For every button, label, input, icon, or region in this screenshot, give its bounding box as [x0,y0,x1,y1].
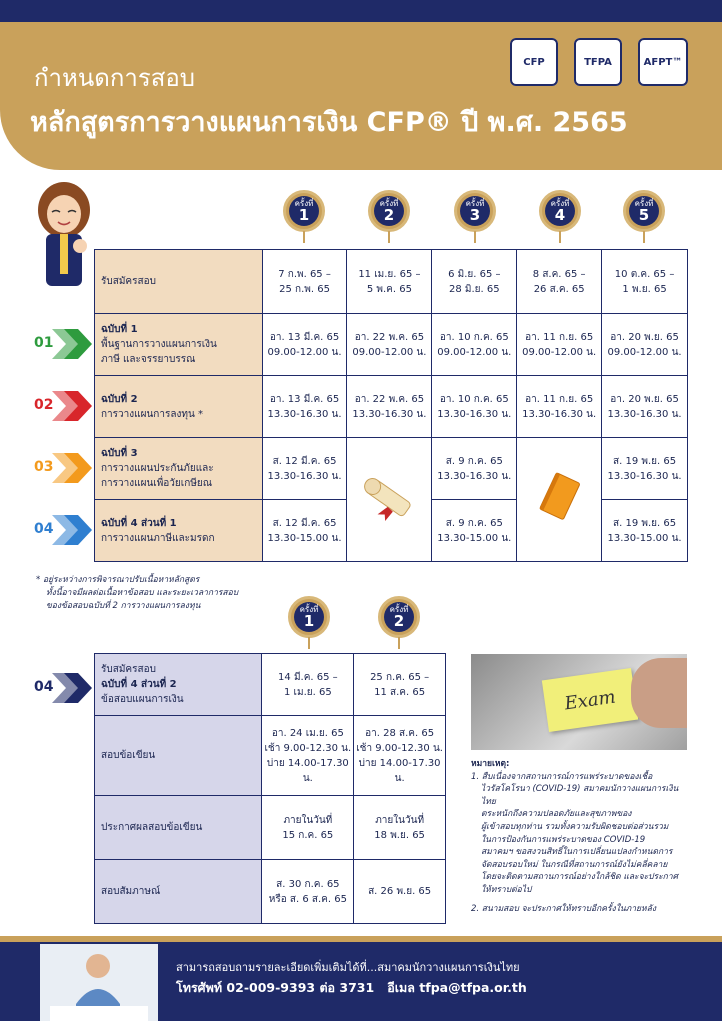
t2-cell [262,796,354,860]
footnote-line: * อยู่ระหว่างการพิจารณาปรับเนื้อหาหลักสูตร [36,575,200,585]
cell-line: 13.30-15.00 น. [267,532,342,544]
cell-line: 13.30-16.30 น. [267,470,342,482]
paper-sub: การวางแผนเพื่อวัยเกษียณ [101,478,212,489]
t2-interview-label: สอบสัมภาษณ์ [95,860,262,924]
exam-cell [262,376,347,438]
cell-line: อา. 22 พ.ค. 65 [354,331,425,343]
exam-cell [262,438,347,500]
cell-line: 13.30-15.00 น. [437,532,512,544]
cell-line: 11 ส.ค. 65 [374,686,426,698]
cell-line: ส. 26 พ.ย. 65 [368,886,432,897]
cell-line: อา. 11 ก.ย. 65 [525,393,594,405]
t2-interview-row [95,860,446,924]
tfpa-logo-text: TFPA [584,56,612,68]
round-pin-inner [374,196,404,226]
round-pin-2 [378,596,420,638]
footnote-line: ทั้งนี้อาจมีผลต่อเนื้อหาข้อสอบ และระยะเวลาการสอบ [46,588,239,598]
cell-line: 10 ต.ค. 65 – [614,268,675,280]
paper-number-01: 01 [34,335,54,351]
exam-cell [432,438,517,500]
round-number: 3 [469,205,481,224]
cell-line: ภายในวันที่ [375,814,425,826]
register-cell-4 [517,250,602,314]
cell-line: 09.00-12.00 น. [352,346,427,358]
cell-line: เช้า 9.00-12.30 น. [356,742,443,754]
t2-register-row [95,654,446,716]
footer-contact-details: โทรศัพท์ 02-009-9393 ต่อ 3731 อีเมล tfpa@tfpa.or.th [176,980,527,995]
paper-sub: ภาษี และจรรยาบรรณ [101,354,196,365]
cell-line: 7 ก.พ. 65 – [278,268,331,280]
cell-line: เช้า 9.00-12.30 น. [264,742,352,754]
cell-line: 09.00-12.00 น. [267,346,342,358]
cell-line: 25 ก.ค. 65 – [370,671,430,683]
student-photo [40,944,158,1021]
exam-cell [432,376,517,438]
empty-cell-diploma [347,438,432,562]
round-pin-1 [283,190,325,232]
chevron-arrow-icon [52,451,108,485]
paper-sub: พื้นฐานการวางแผนการเงิน [101,339,217,350]
paper-row-2 [95,376,688,438]
cell-line: 6 มิ.ย. 65 – [448,268,501,280]
paper-4-label [95,500,263,562]
cell-line: 13.30-16.30 น. [607,408,682,420]
cell-line: ส. 12 มี.ค. 65 [272,455,337,467]
paper-number-03: 03 [34,459,54,475]
t2-cell [354,716,446,796]
round-number: 4 [554,205,566,224]
t2-header-line: รับสมัครสอบ [101,664,156,675]
round-pin-4 [539,190,581,232]
cell-line: 13.30-16.30 น. [352,408,427,420]
round-label: ครั้งที่ [465,198,485,208]
paper-sub: การวางแผนประกันภัยและ [101,463,214,474]
t2-header-label [95,654,262,716]
cell-line: 11 เม.ย. 65 – [358,268,421,280]
paper-row-1 [95,314,688,376]
exam-cell [347,376,432,438]
cell-line: 1 เม.ย. 65 [284,686,332,698]
round-pin-2 [368,190,410,232]
cell-line: 1 พ.ย. 65 [622,283,667,295]
round-label: ครั้งที่ [379,198,399,208]
t2-cell [354,796,446,860]
paper-2-label [95,376,263,438]
exam-cell [432,500,517,562]
cell-line: 28 มิ.ย. 65 [449,283,500,295]
t2-cell [262,716,354,796]
register-cell-3 [432,250,517,314]
round-number: 2 [393,611,405,630]
chevron-arrow-icon [52,327,108,361]
t2-cell [354,860,446,924]
round-label: ครั้งที่ [294,198,314,208]
register-cell-5 [602,250,688,314]
cell-line: 09.00-12.00 น. [437,346,512,358]
t2-result-row [95,796,446,860]
cell-line: ภายในวันที่ [283,814,333,826]
cell-line: 13.30-16.30 น. [522,408,597,420]
round-pin-3 [454,190,496,232]
hand [631,658,687,728]
cell-line: 26 ส.ค. 65 [533,283,585,295]
paper-title: ฉบับที่ 4 ส่วนที่ 1 [101,517,177,529]
t2-header-line: ข้อสอบแผนการเงิน [101,694,184,705]
round-pin-inner [545,196,575,226]
cell-line: ส. 30 ก.ค. 65 [276,878,340,890]
cfp-logo [510,38,558,86]
cell-line: อา. 10 ก.ค. 65 [439,393,509,405]
register-row [95,250,688,314]
paper-sub: การวางแผนการลงทุน * [101,408,203,420]
cell-line: อา. 24 เม.ย. 65 [271,727,344,739]
cell-line: อา. 22 พ.ค. 65 [354,393,425,405]
remark-line: ไวรัสโคโรนา (COVID-19) สมาคมนักวางแผนการเงินไทย [481,784,679,807]
cell-line: อา. 13 มี.ค. 65 [269,393,340,405]
chevron-arrow-icon [52,513,108,547]
exam-cell [602,314,688,376]
cell-line: อา. 20 พ.ย. 65 [610,393,679,405]
remarks-title: หมายเหตุ: [471,759,510,769]
exam-cell [602,376,688,438]
round-pin-inner [460,196,490,226]
footnote [36,574,238,613]
paper-title: ฉบับที่ 3 [101,448,138,459]
exam-cell [602,438,688,500]
cell-line: บ่าย 14.00-17.30 น. [266,757,349,784]
chevron-arrow-icon [52,389,108,423]
cell-line: อา. 20 พ.ย. 65 [610,331,679,343]
exam-cell [602,500,688,562]
cell-line: 13.30-15.00 น. [607,532,682,544]
diploma-scroll-icon [359,468,419,528]
t2-cell [262,860,354,924]
round-number: 1 [298,205,310,224]
paper-3-label [95,438,263,500]
sticky-note [542,668,638,732]
cell-line: 18 พ.ย. 65 [374,829,425,841]
round-label: ครั้งที่ [389,604,409,614]
afpt-logo [638,38,688,86]
cell-line: 13.30-16.30 น. [437,470,512,482]
round-pin-inner [294,602,324,632]
t2-written-label: สอบข้อเขียน [95,716,262,796]
remark-line: ผู้เข้าสอบทุกท่าน รวมทั้งความรับผิดชอบต่อส่วนรวม [481,821,669,832]
cell-line: อา. 28 ส.ค. 65 [365,727,435,739]
mascot-woman-illustration [30,178,98,288]
register-cell-1 [262,250,347,314]
round-label: ครั้งที่ [299,604,319,614]
remark-line: จัดสอบรอบใหม่ ในกรณีที่สถานการณ์ยังไม่คลี่คลาย [481,859,668,870]
cell-line: 13.30-16.30 น. [437,408,512,420]
round-label: ครั้งที่ [634,198,654,208]
paper-number-04: 04 [34,521,54,537]
exam-schedule-table [94,249,688,562]
remark-line: สมาคมฯ ขอสงวนสิทธิ์ในการเปลี่ยนแปลงกำหนดการ [481,847,673,858]
cell-line: อา. 13 มี.ค. 65 [269,331,340,343]
exam-cell [262,500,347,562]
cell-line: ส. 9 ก.ค. 65 [445,517,503,529]
afpt-logo-text: AFPT™ [643,56,683,68]
cell-line: ส. 9 ก.ค. 65 [445,455,503,467]
t2-register-cell-2 [354,654,446,716]
book-icon [534,468,584,528]
t2-header-line: ฉบับที่ 4 ส่วนที่ 2 [101,679,177,690]
remark-line: 2. สนามสอบ จะประกาศให้ทราบอีกครั้งในภายหลัง [471,903,656,914]
cell-line: อา. 10 ก.ค. 65 [439,331,509,343]
cell-line: 15 ก.ค. 65 [282,829,334,841]
remarks [471,758,687,915]
exam-photo [471,654,687,750]
tfpa-logo [574,38,622,86]
t2-written-row [95,716,446,796]
exam-cell [347,314,432,376]
cell-line: หรือ ส. 6 ส.ค. 65 [268,893,347,905]
t2-result-label: ประกาศผลสอบข้อเขียน [95,796,262,860]
remark-line: ให้ทราบต่อไป [481,884,532,895]
empty-cell-book [517,438,602,562]
paper-number-02: 02 [34,397,54,413]
exam-cell [262,314,347,376]
paper-sub: การวางแผนภาษีและมรดก [101,532,215,544]
cell-line: 13.30-16.30 น. [607,470,682,482]
remark-line: โดยจะติดตามสถานการณ์อย่างใกล้ชิด และจะประกาศ [481,872,678,883]
round-number: 1 [303,611,315,630]
round-number: 5 [638,205,650,224]
round-pin-1 [288,596,330,638]
cell-line: อา. 11 ก.ย. 65 [525,331,594,343]
footer-contact-intro: สามารถสอบถามรายละเอียดเพิ่มเติมได้ที่...สมาคมนักวางแผนการเงินไทย [176,961,520,974]
cfp-logo-text: CFP [523,56,545,68]
exam-note-text: Exam [563,686,617,714]
remark-line: ตระหนักถึงความปลอดภัยและสุขภาพของ [481,809,632,820]
remark-line: 1. สืบเนื่องจากสถานการณ์การแพร่ระบาดของเชื้อ [471,771,653,782]
exam-cell [517,314,602,376]
cell-line: 14 มี.ค. 65 – [278,671,338,683]
register-label: รับสมัครสอบ [95,250,263,314]
cell-line: 5 พ.ค. 65 [366,283,412,295]
round-pin-5 [623,190,665,232]
cell-line: ส. 19 พ.ย. 65 [613,455,677,467]
cell-line: 8 ส.ค. 65 – [532,268,586,280]
round-pin-inner [384,602,414,632]
remark-line: ในการป้องกันการแพร่ระบาดของ COVID-19 [481,834,646,845]
round-label: ครั้งที่ [550,198,570,208]
round-pin-inner [289,196,319,226]
register-cell-2 [347,250,432,314]
paper-number-04: 04 [34,679,54,695]
cell-line: 09.00-12.00 น. [522,346,597,358]
paper-row-3 [95,438,688,500]
paper-title: ฉบับที่ 2 [101,393,138,405]
t2-register-cell-1 [262,654,354,716]
paper4-part2-table [94,653,446,924]
footnote-line: ของข้อสอบฉบับที่ 2 การวางแผนการลงทุน [46,601,201,611]
page-title-line2: หลักสูตรการวางแผนการเงิน CFP® ปี พ.ศ. 2565 [30,107,628,138]
round-number: 2 [383,205,395,224]
cell-line: ส. 19 พ.ย. 65 [613,517,677,529]
paper-title: ฉบับที่ 1 [101,324,138,335]
cell-line: บ่าย 14.00-17.30 น. [358,757,441,784]
exam-cell [517,376,602,438]
cell-line: 13.30-16.30 น. [267,408,342,420]
page-title-line1: กำหนดการสอบ [34,64,196,92]
paper-1-label [95,314,263,376]
exam-cell [432,314,517,376]
cell-line: 25 ก.พ. 65 [279,283,330,295]
cell-line: 09.00-12.00 น. [607,346,682,358]
round-pin-inner [629,196,659,226]
cell-line: ส. 12 มี.ค. 65 [272,517,337,529]
